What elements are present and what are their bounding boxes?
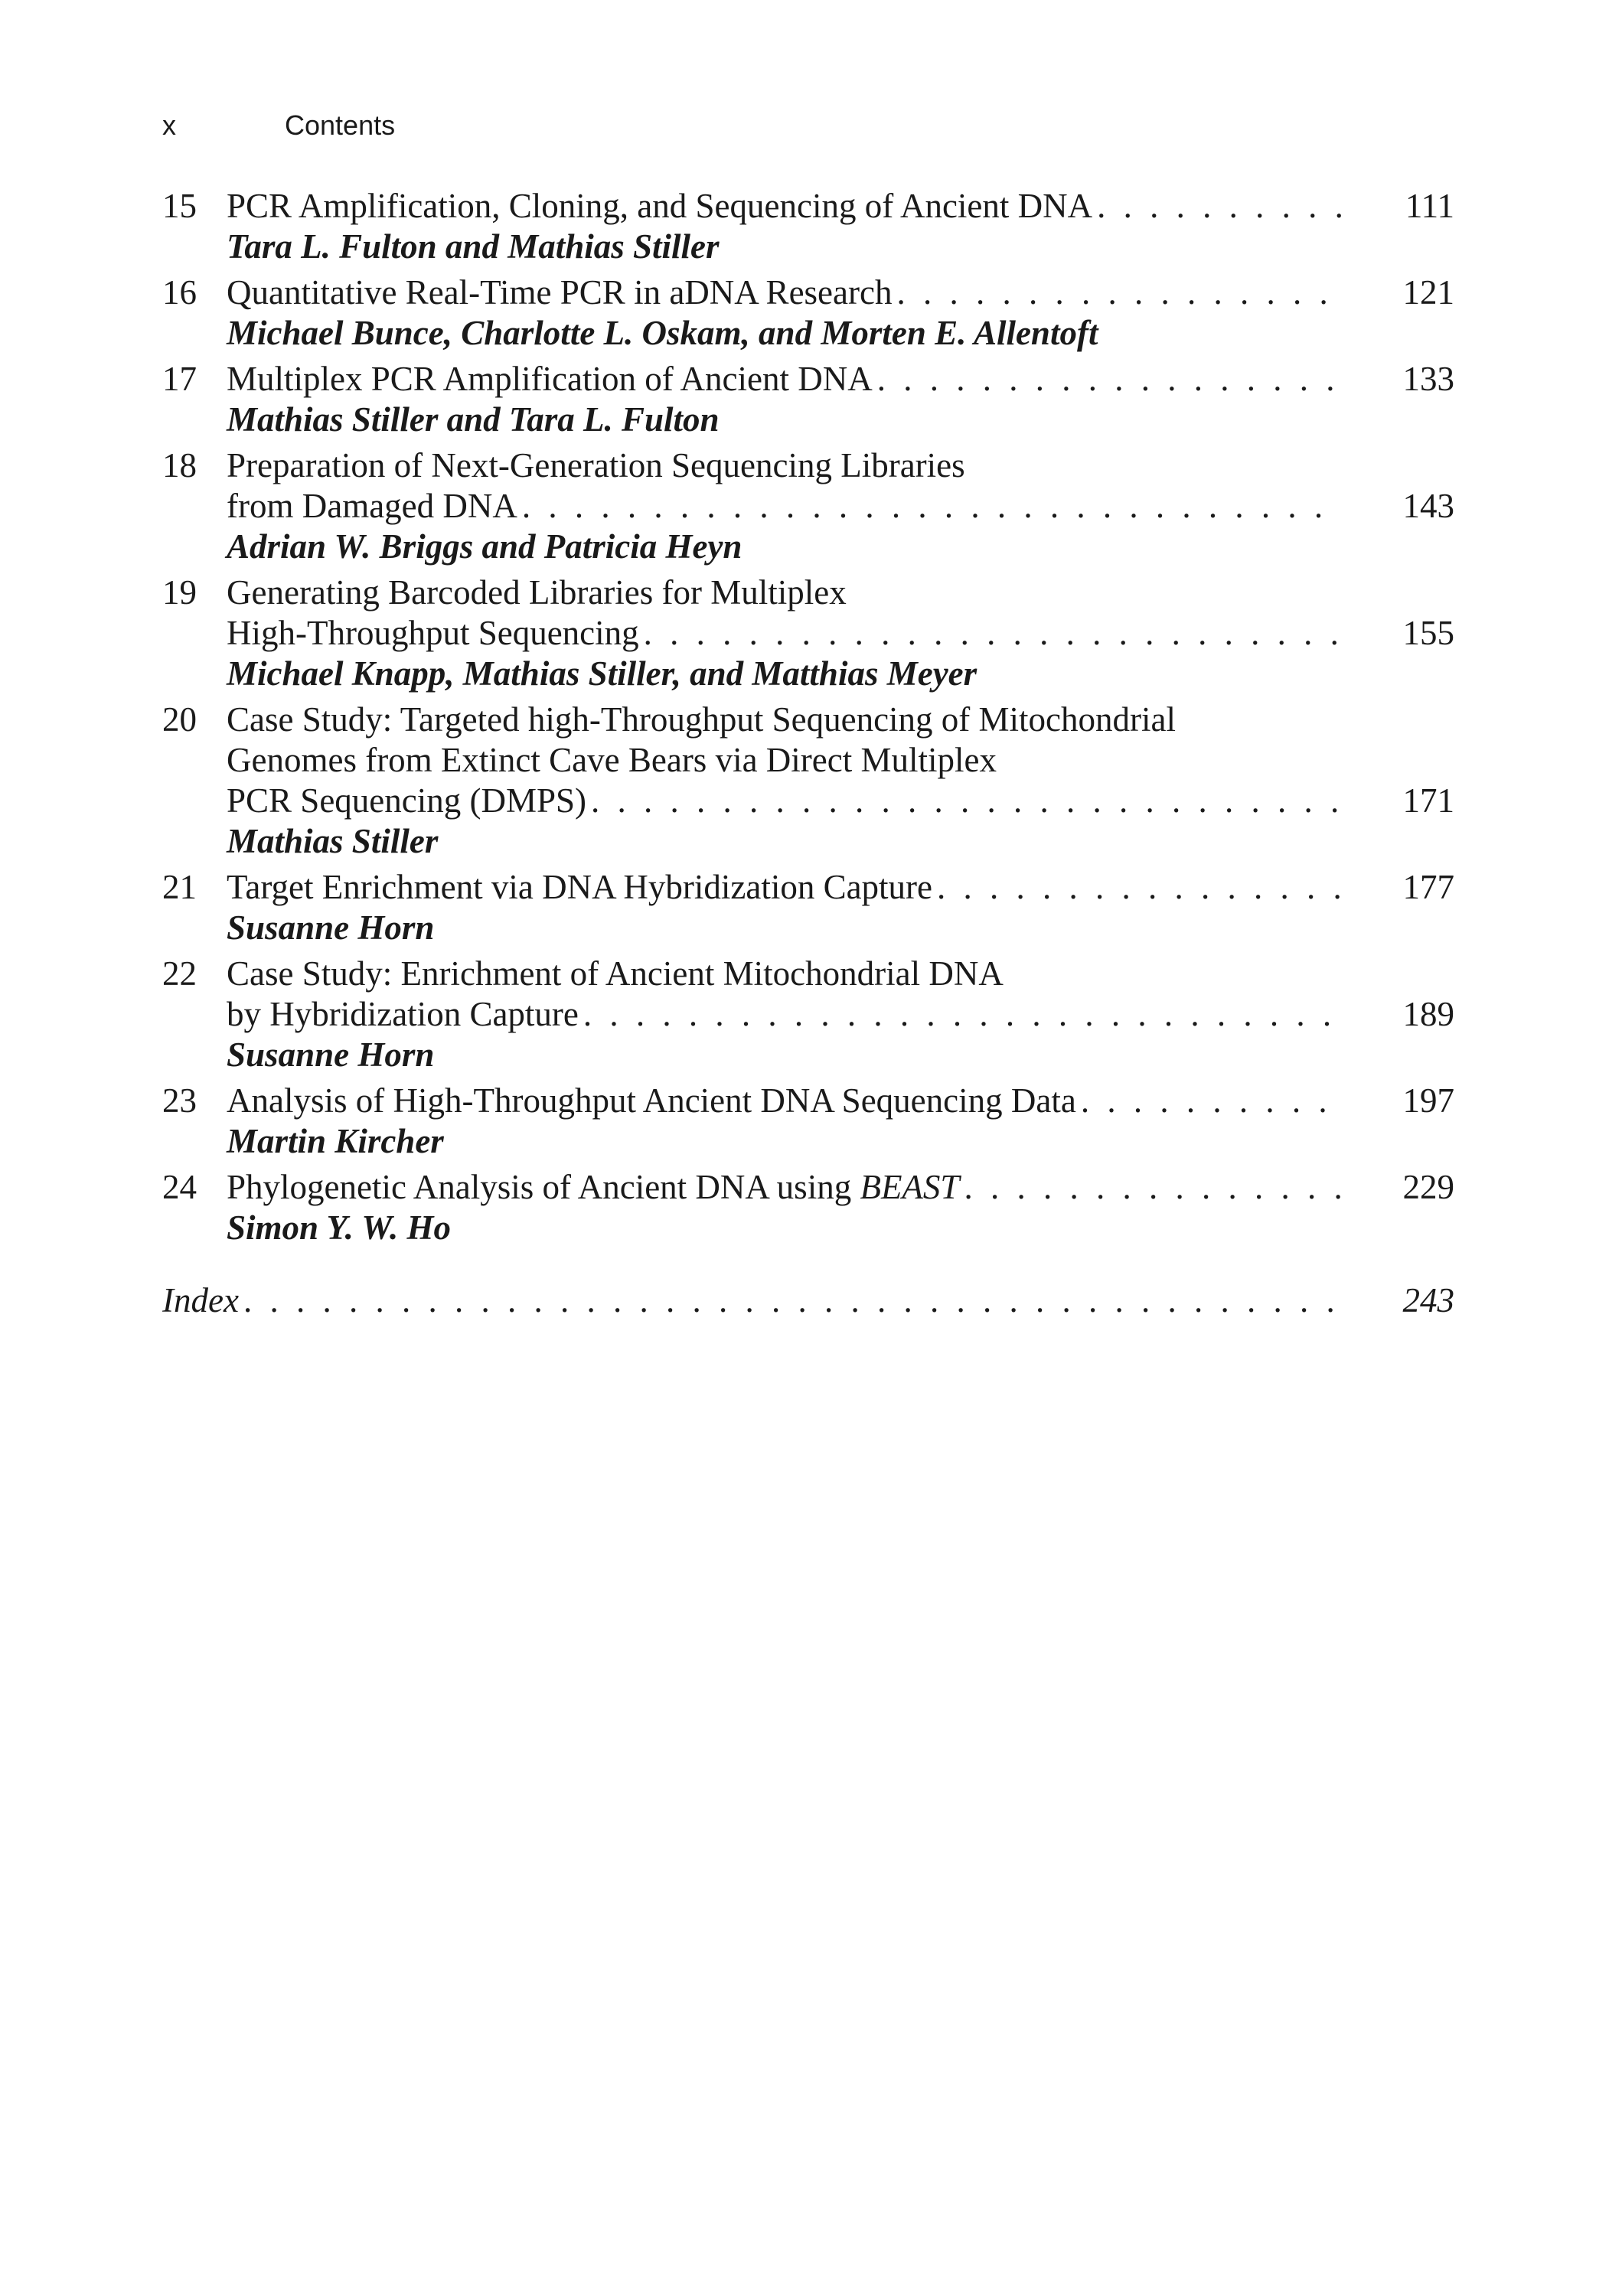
- chapter-title-continued[interactable]: PCR Sequencing (DMPS): [227, 781, 587, 820]
- chapter-title-continued[interactable]: from Damaged DNA: [227, 487, 517, 525]
- chapter-number: 21: [162, 868, 197, 906]
- chapter-number: 22: [162, 954, 197, 993]
- chapter-authors: Simon Y. W. Ho: [227, 1208, 452, 1247]
- chapter-authors: Martin Kircher: [227, 1122, 444, 1160]
- chapter-page[interactable]: 155: [1402, 614, 1454, 652]
- chapter-number: 19: [162, 573, 197, 612]
- chapter-authors: Mathias Stiller and Tara L. Fulton: [227, 400, 720, 439]
- chapter-title[interactable]: Multiplex PCR Amplification of Ancient DNA: [227, 360, 873, 398]
- chapter-title[interactable]: Case Study: Enrichment of Ancient Mitochondrial DNA: [227, 954, 1004, 993]
- dot-leader: [239, 1280, 1341, 1320]
- dot-leader: [586, 781, 1341, 821]
- dot-leader: [1076, 1081, 1341, 1121]
- chapter-title[interactable]: Analysis of High-Throughput Ancient DNA Sequencing Data: [227, 1081, 1076, 1120]
- chapter-number: 20: [162, 700, 197, 739]
- chapter-page[interactable]: 197: [1402, 1081, 1454, 1120]
- chapter-number: 23: [162, 1081, 197, 1120]
- chapter-page[interactable]: 121: [1402, 273, 1454, 311]
- toc-entry[interactable]: [162, 445, 1454, 567]
- toc-index-entry[interactable]: [162, 1280, 1454, 1321]
- toc-entry[interactable]: [162, 359, 1454, 440]
- index-page[interactable]: 243: [1402, 1281, 1454, 1319]
- chapter-page[interactable]: 171: [1402, 781, 1454, 820]
- toc-entry[interactable]: [162, 272, 1454, 354]
- chapter-page[interactable]: 133: [1402, 360, 1454, 398]
- chapter-number: 18: [162, 446, 197, 484]
- chapter-title-continued[interactable]: High-Throughput Sequencing: [227, 614, 639, 652]
- chapter-authors: Mathias Stiller: [227, 822, 439, 860]
- dot-leader: [892, 272, 1341, 313]
- chapter-authors: Tara L. Fulton and Mathias Stiller: [227, 227, 720, 266]
- chapter-number: 16: [162, 273, 197, 311]
- chapter-authors: Susanne Horn: [227, 1035, 435, 1074]
- chapter-number: 15: [162, 187, 197, 225]
- chapter-authors: Michael Bunce, Charlotte L. Oskam, and Morten E. Allentoft: [227, 314, 1098, 352]
- running-head: [162, 109, 395, 142]
- chapter-page[interactable]: 177: [1402, 868, 1454, 906]
- dot-leader: [517, 486, 1341, 527]
- dot-leader: [873, 359, 1341, 400]
- chapter-title[interactable]: Case Study: Targeted high-Throughput Sequencing of Mitochondrial: [227, 700, 1176, 739]
- chapter-title-continued[interactable]: by Hybridization Capture: [227, 995, 579, 1033]
- toc-entry[interactable]: [162, 186, 1454, 267]
- dot-leader: [579, 994, 1341, 1035]
- chapter-title[interactable]: Generating Barcoded Libraries for Multiplex: [227, 573, 847, 612]
- dot-leader: [639, 613, 1341, 654]
- chapter-authors: Michael Knapp, Mathias Stiller, and Matthias Meyer: [227, 654, 977, 693]
- chapter-page[interactable]: 111: [1405, 187, 1454, 225]
- chapter-page[interactable]: 229: [1402, 1168, 1454, 1206]
- table-of-contents: [162, 186, 1454, 1321]
- toc-entry[interactable]: [162, 1081, 1454, 1162]
- dot-leader: [959, 1167, 1341, 1208]
- chapter-title[interactable]: Quantitative Real-Time PCR in aDNA Research: [227, 273, 893, 311]
- chapter-title[interactable]: Target Enrichment via DNA Hybridization Capture: [227, 868, 933, 906]
- chapter-title[interactable]: PCR Amplification, Cloning, and Sequencing of Ancient DNA: [227, 187, 1093, 225]
- running-head-title: Contents: [285, 109, 396, 141]
- chapter-page[interactable]: 143: [1402, 487, 1454, 525]
- index-label[interactable]: Index: [162, 1281, 239, 1319]
- page-number: x: [162, 109, 176, 141]
- chapter-title-text: Phylogenetic Analysis of Ancient DNA using: [227, 1168, 860, 1206]
- chapter-number: 24: [162, 1168, 197, 1206]
- toc-entry[interactable]: [162, 1167, 1454, 1248]
- chapter-title-continued[interactable]: Genomes from Extinct Cave Bears via Direct Multiplex: [227, 741, 997, 779]
- toc-entry[interactable]: [162, 700, 1454, 862]
- chapter-title[interactable]: Preparation of Next-Generation Sequencing Libraries: [227, 446, 965, 484]
- chapter-authors: Susanne Horn: [227, 908, 435, 947]
- chapter-title-italic: BEAST: [860, 1168, 960, 1206]
- toc-entry[interactable]: [162, 572, 1454, 694]
- dot-leader: [1092, 186, 1341, 227]
- toc-entry[interactable]: [162, 954, 1454, 1075]
- chapter-title[interactable]: [227, 1167, 959, 1208]
- dot-leader: [932, 867, 1341, 908]
- toc-entry[interactable]: [162, 867, 1454, 948]
- chapter-authors: Adrian W. Briggs and Patricia Heyn: [227, 527, 742, 566]
- chapter-page[interactable]: 189: [1402, 995, 1454, 1033]
- chapter-number: 17: [162, 360, 197, 398]
